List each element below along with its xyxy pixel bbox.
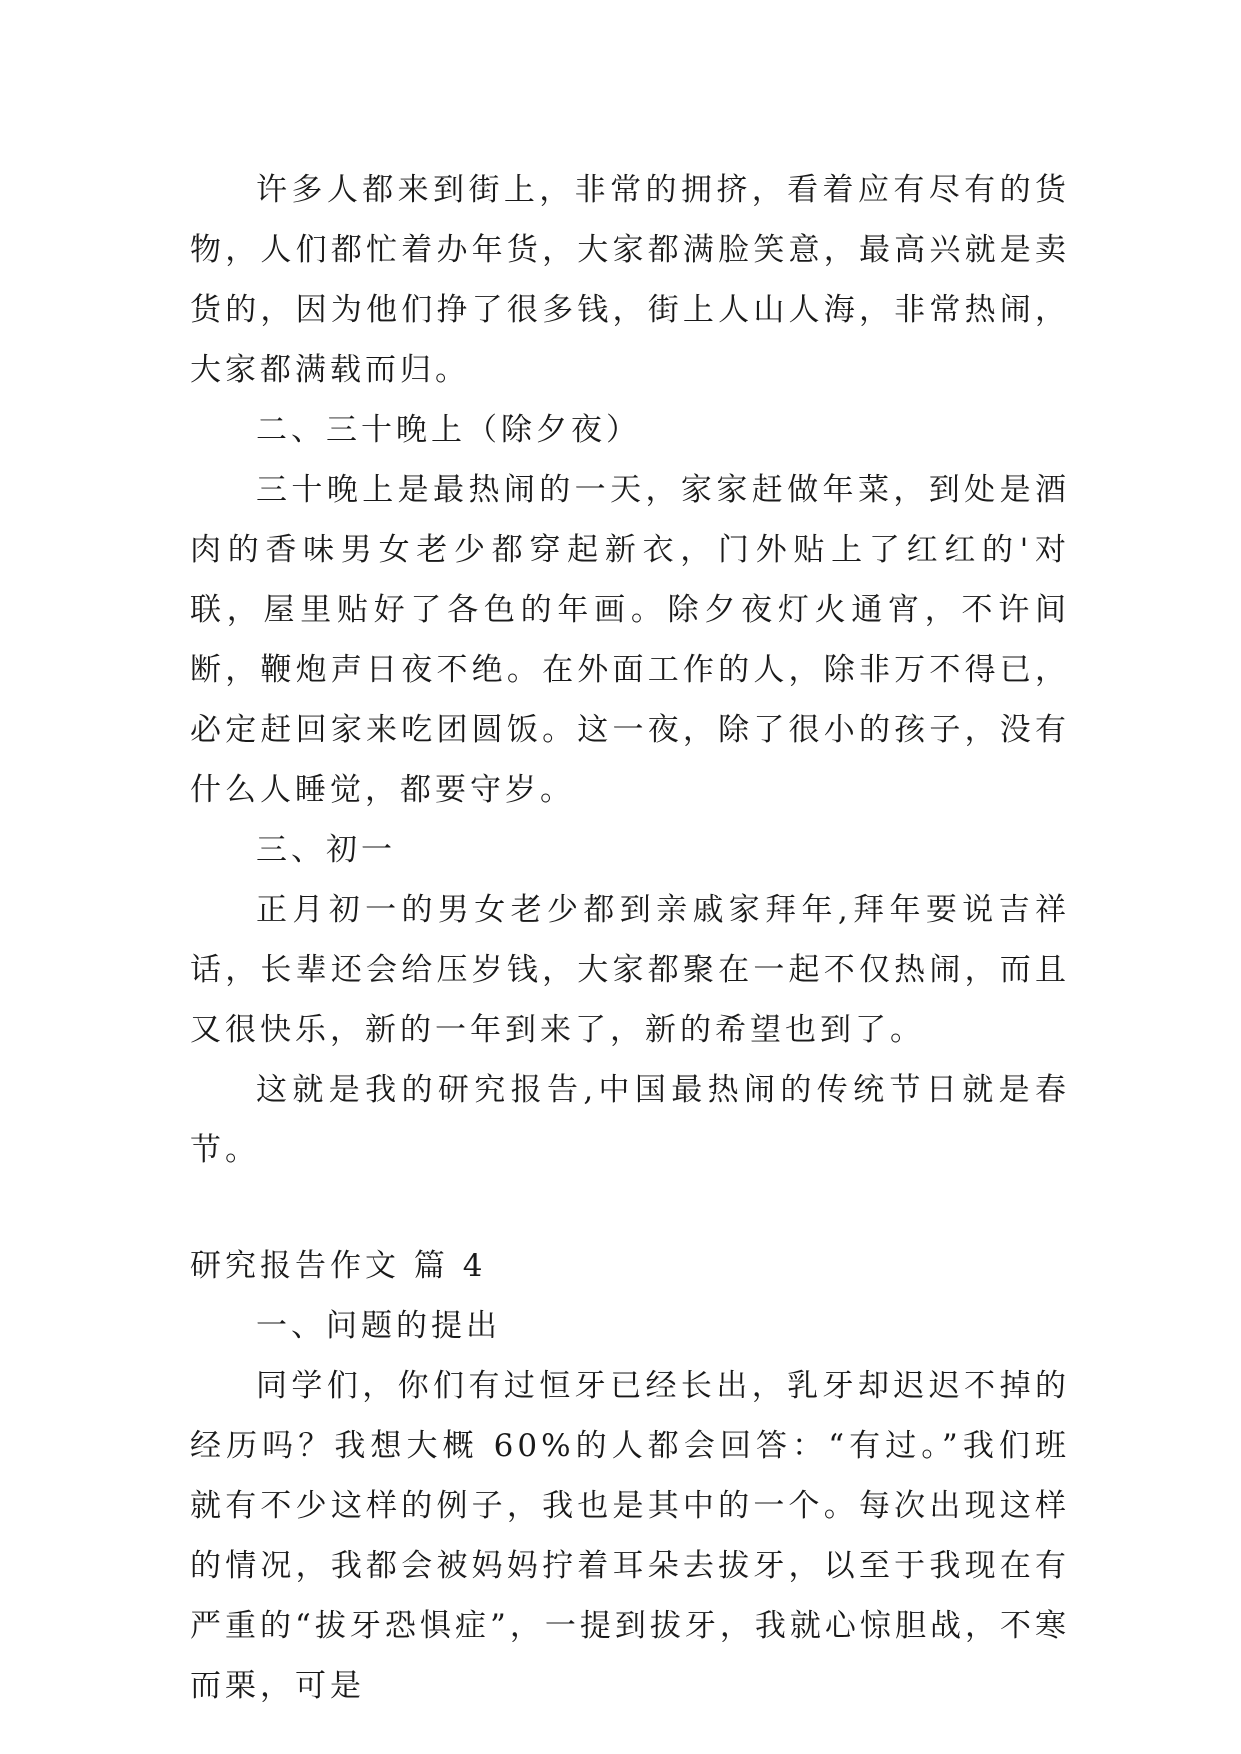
document-page — [190, 160, 1070, 1716]
heading-problem: 一、问题的提出 — [256, 1308, 501, 1344]
paragraph-conclusion: 这就是我的研究报告,中国最热闹的传统节日就是春节。 — [190, 1072, 1070, 1168]
paragraph-market: 许多人都来到街上，非常的拥挤，看着应有尽有的货物，人们都忙着办年货，大家都满脸笑意，最高兴就是卖货的，因为他们挣了很多钱，街上人山人海，非常热闹，大家都满载而归。 — [190, 172, 1070, 388]
paragraph-new-year-eve: 三十晚上是最热闹的一天，家家赶做年菜，到处是酒肉的香味男女老少都穿起新衣，门外贴上了红红的'对联，屋里贴好了各色的年画。除夕夜灯火通宵，不许间断，鞭炮声日夜不绝。在外面工作的人，除非万不得已，必定赶回家来吃团圆饭。这一夜，除了很小的孩子，没有什么人睡觉，都要守岁。 — [190, 472, 1070, 808]
paragraph-first-day: 正月初一的男女老少都到亲戚家拜年,拜年要说吉祥话，长辈还会给压岁钱，大家都聚在一起不仅热闹，而且又很快乐，新的一年到来了，新的希望也到了。 — [190, 892, 1070, 1048]
section-title-part4: 研究报告作文 篇 4 — [190, 1248, 487, 1284]
paragraph-teeth: 同学们，你们有过恒牙已经长出，乳牙却迟迟不掉的经历吗？我想大概 60%的人都会回答：“有过。”我们班就有不少这样的例子，我也是其中的一个。每次出现这样的情况，我都会被妈妈拧着耳朵去拔牙，以至于我现在有严重的“拔牙恐惧症”，一提到拔牙，我就心惊胆战，不寒而栗，可是 — [190, 1368, 1070, 1704]
heading-first-day: 三、初一 — [256, 832, 396, 868]
heading-new-year-eve: 二、三十晚上（除夕夜） — [256, 412, 641, 448]
